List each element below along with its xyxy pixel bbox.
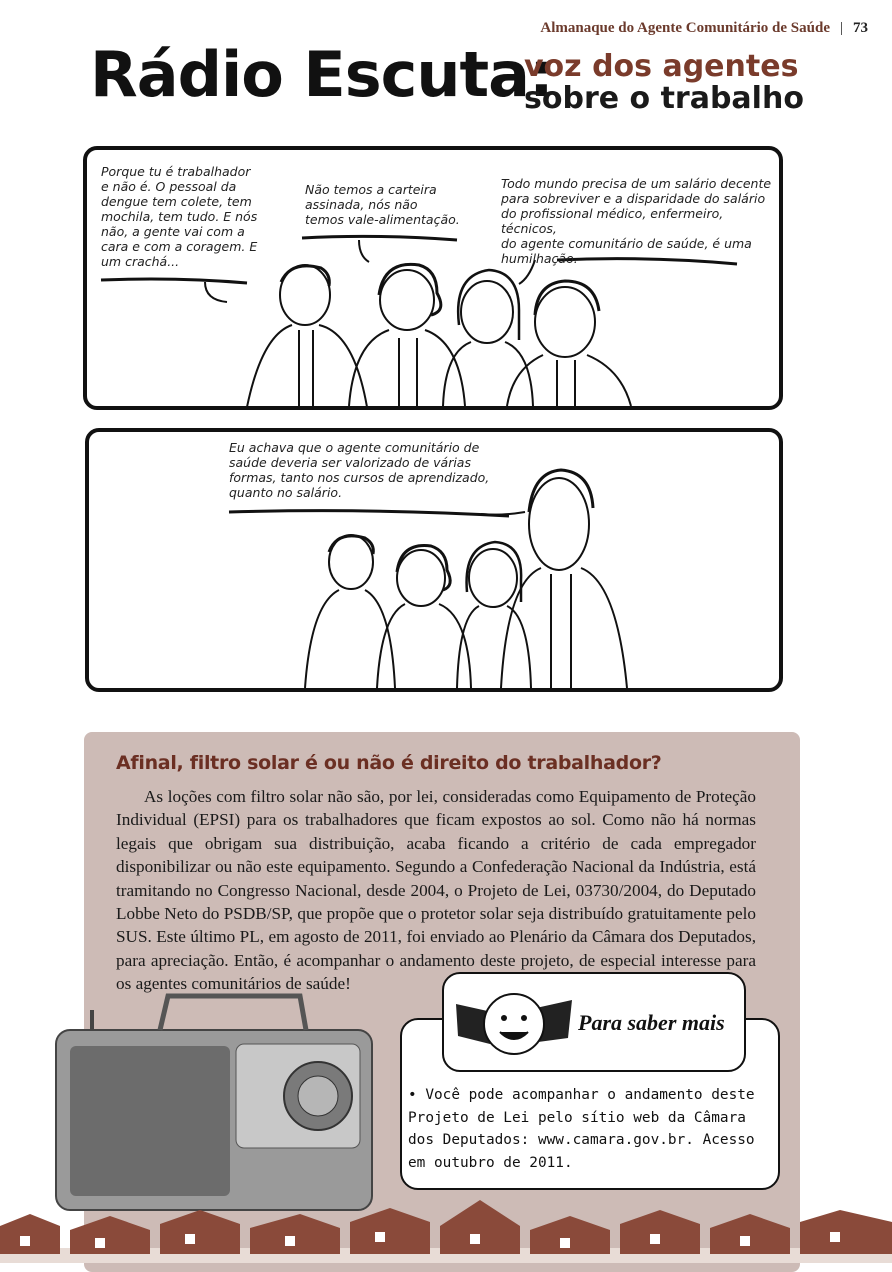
speech-line: Porque tu é trabalhador: [101, 164, 251, 179]
speech-line: cara e com a coragem. E: [101, 239, 258, 254]
speech-line: assinada, nós não: [305, 197, 418, 212]
speech-line: para sobreviver e a disparidade do salário: [501, 191, 766, 206]
speech-line: temos vale-alimentação.: [305, 212, 460, 227]
smiling-face-icon: [452, 982, 576, 1062]
saber-mais-title: Para saber mais: [578, 1010, 725, 1035]
page-subtitle-line2: sobre o trabalho: [524, 81, 804, 116]
speech-bubble-3: [501, 176, 781, 266]
speech-line: Não temos a carteira: [305, 182, 437, 197]
speech-line: Todo mundo precisa de um salário decente: [501, 176, 772, 191]
speech-line: saúde deveria ser valorizado de várias: [229, 455, 471, 470]
speech-line: não, a gente vai com a: [101, 224, 245, 239]
speech-line: humilhação.: [501, 251, 578, 266]
comic-panel-2: [85, 428, 783, 692]
speech-line: do agente comunitário de saúde, é uma: [501, 236, 752, 251]
saber-mais-text: • Você pode acompanhar o andamento deste Projeto de Lei pelo sítio web da Câmara dos Deputados: www.camara.gov.br. Acesso em outubro de 2011.: [408, 1087, 755, 1171]
page-number: 73: [853, 20, 868, 36]
comic-panel-1: [83, 146, 783, 410]
houses-decoration: [0, 1196, 892, 1263]
speech-line: formas, tanto nos cursos de aprendizado,: [229, 470, 490, 485]
running-title: Almanaque do Agente Comunitário de Saúde: [540, 20, 830, 36]
speech-line: do profissional médico, enfermeiro, técnicos,: [501, 206, 724, 236]
speech-line: mochila, tem tudo. E nós: [101, 209, 258, 224]
running-header: [540, 20, 868, 37]
speech-line: quanto no salário.: [229, 485, 343, 500]
box-body-text: As loções com filtro solar não são, por lei, consideradas como Equipamento de Proteção Individual (EPSI) para os trabalhadores que ficam expostos ao sol. Como não há normas legais que obrigam sua distribuição, acaba ficando a critério de cada empregador disponibilizar ou não este equipamento. Segundo a Confederação Nacional da Indústria, está tramitando no Congresso Nacional, desde 2004, o Projeto de Lei, 03730/2004, do Deputado Lobbe Neto do PSDB/SP, que propõe que o protetor solar seja distribuído gratuitamente pelo SUS. Este último PL, em agosto de 2011, foi enviado ao Plenário da Câmara dos Deputados, para apreciação. Então, é acompanhar o andamento deste projeto, de especial interesse para os agentes comunitários de saúde!: [116, 787, 756, 994]
box-title: Afinal, filtro solar é ou não é direito do trabalhador?: [116, 752, 662, 774]
speech-line: Eu achava que o agente comunitário de: [229, 440, 480, 455]
header-separator: |: [839, 20, 843, 36]
speech-line: um crachá...: [101, 254, 180, 269]
radio-illustration: [50, 990, 390, 1220]
speech-line: e não é. O pessoal da: [101, 179, 237, 194]
speech-line: dengue tem colete, tem: [101, 194, 252, 209]
speech-bubble-2: [305, 182, 475, 227]
page-subtitle-line1: voz dos agentes: [524, 49, 799, 84]
speech-bubble-1: [101, 164, 271, 269]
page-title: Rádio Escuta:: [90, 38, 553, 111]
speech-bubble-4: [229, 440, 519, 500]
